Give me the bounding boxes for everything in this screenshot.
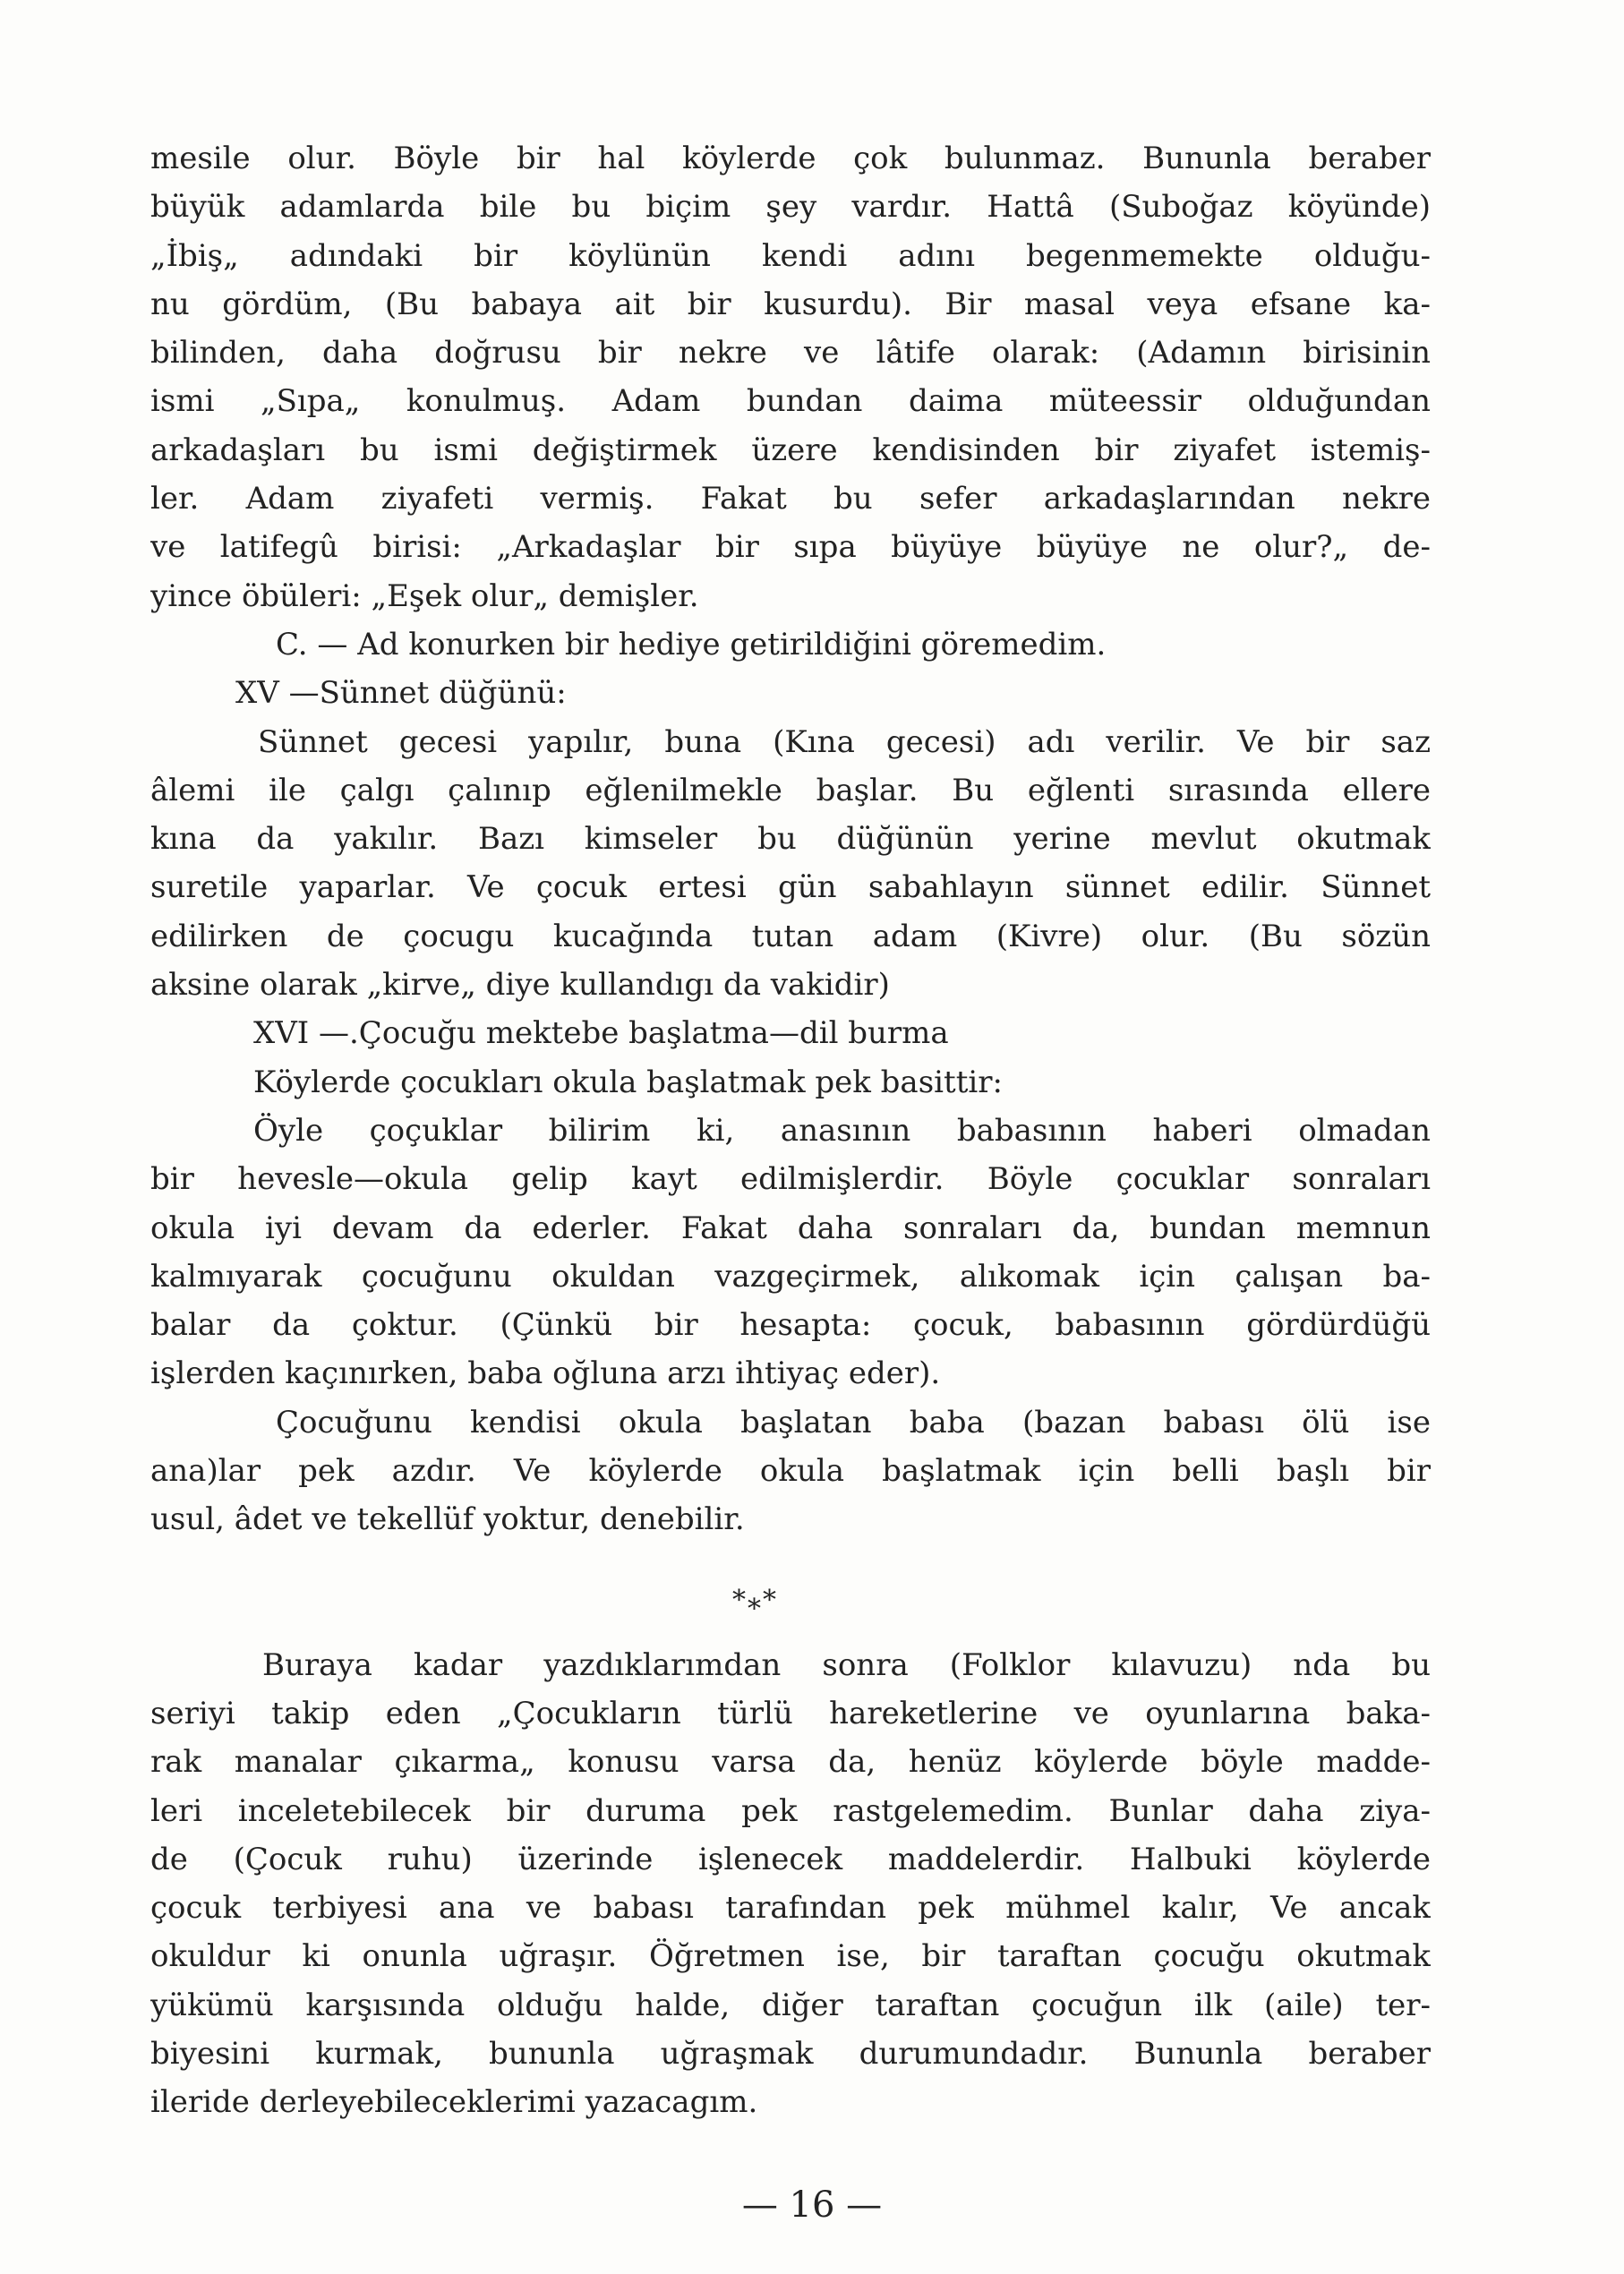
text-line: ler. Adam ziyafeti vermiş. Fakat bu sefer arkadaşlarından nekre [150, 481, 1431, 517]
text-line: XV —Sünnet düğünü: [235, 675, 567, 712]
text-line: yükümü karşısında olduğu halde, diğer taraftan çocuğun ilk (aile) ter- [150, 1987, 1431, 2023]
text-line: bir hevesle—okula gelip kayt edilmişlerdir. Böyle çocuklar sonraları [150, 1161, 1431, 1198]
text-line: Köylerde çocukları okula başlatmak pek basittir: [253, 1064, 1003, 1100]
text-line: XVI —.Çocuğu mektebe başlatma—dil burma [253, 1015, 949, 1052]
text-line: âlemi ile çalgı çalınıp eğlenilmekle başlar. Bu eğlenti sırasında ellere [150, 772, 1431, 808]
text-line: biyesini kurmak, bununla uğraşmak durumundadır. Bununla beraber [150, 2035, 1431, 2072]
text-line: ileride derleyebileceklerimi yazacagım. [150, 2084, 758, 2121]
page-number: — 16 — [741, 2184, 883, 2226]
text-line: bilinden, daha doğrusu bir nekre ve lâtife olarak: (Adamın birisinin [150, 335, 1431, 372]
text-line: de (Çocuk ruhu) üzerinde işlenecek maddelerdir. Halbuki köylerde [150, 1841, 1431, 1877]
text-line: çocuk terbiyesi ana ve babası tarafından pek mühmel kalır, Ve ancak [150, 1890, 1431, 1927]
text-line: balar da çoktur. (Çünkü bir hesapta: çocuk, babasının gördürdüğü [150, 1307, 1431, 1344]
text-line: Çocuğunu kendisi okula başlatan baba (bazan babası ölü ise [276, 1404, 1431, 1440]
text-line: işlerden kaçınırken, baba oğluna arzı ihtiyaç eder). [150, 1355, 941, 1392]
text-line: C. — Ad konurken bir hediye getirildiğini göremedim. [276, 626, 1107, 663]
text-line: seriyi takip eden „Çocukların türlü hareketlerine ve oyunlarına baka- [150, 1695, 1431, 1731]
text-line: ismi „Sıpa„ konulmuş. Adam bundan daima müteessir olduğundan [150, 383, 1431, 420]
text-line: leri inceletebilecek bir duruma pek rastgelemedim. Bunlar daha ziya- [150, 1792, 1431, 1829]
text-line: usul, âdet ve tekellüf yoktur, denebilir. [150, 1501, 745, 1538]
asterism: *⁎* [732, 1584, 778, 1616]
text-line: Buraya kadar yazdıklarımdan sonra (Folklor kılavuzu) nda bu [262, 1646, 1431, 1683]
text-line: arkadaşları bu ismi değiştirmek üzere kendisinden bir ziyafet istemiş- [150, 432, 1431, 468]
text-line: rak manalar çıkarma„ konusu varsa da, henüz köylerde böyle madde- [150, 1744, 1431, 1781]
text-line: aksine olarak „kirve„ diye kullandıgı da vakidir) [150, 967, 890, 1004]
text-line: Sünnet gecesi yapılır, buna (Kına gecesi) adı verilir. Ve bir saz [258, 723, 1431, 760]
body-text [150, 134, 1431, 2127]
text-line: mesile olur. Böyle bir hal köylerde çok bulunmaz. Bununla beraber [150, 141, 1431, 176]
text-line: büyük adamlarda bile bu biçim şey vardır. Hattâ (Suboğaz köyünde) [150, 189, 1431, 226]
text-line: nu gördüm, (Bu babaya ait bir kusurdu). Bir masal veya efsane ka- [150, 286, 1431, 322]
text-line: suretile yaparlar. Ve çocuk ertesi gün sabahlayın sünnet edilir. Sünnet [150, 869, 1431, 906]
text-line: „İbiş„ adındaki bir köylünün kendi adını begenmemekte olduğu- [150, 237, 1431, 274]
text-line: okula iyi devam da ederler. Fakat daha sonraları da, bundan memnun [150, 1210, 1431, 1246]
text-line: kına da yakılır. Bazı kimseler bu düğünün yerine mevlut okutmak [150, 821, 1431, 858]
text-line: okuldur ki onunla uğraşır. Öğretmen ise, bir taraftan çocuğu okutmak [150, 1938, 1431, 1975]
text-line: ve latifegû birisi: „Arkadaşlar bir sıpa büyüye büyüye ne olur?„ de- [150, 529, 1431, 566]
section-separator [150, 1544, 1431, 1641]
text-line: edilirken de çocugu kucağında tutan adam (Kivre) olur. (Bu sözün [150, 918, 1431, 954]
text-line: yince öbüleri: „Eşek olur„ demişler. [150, 577, 699, 614]
text-line: kalmıyarak çocuğunu okuldan vazgeçirmek, alıkomak için çalışan ba- [150, 1258, 1431, 1295]
text-line: Öyle çoçuklar bilirim ki, anasının babasının haberi olmadan [253, 1112, 1431, 1149]
text-line: ana)lar pek azdır. Ve köylerde okula başlatmak için belli başlı bir [150, 1453, 1431, 1490]
